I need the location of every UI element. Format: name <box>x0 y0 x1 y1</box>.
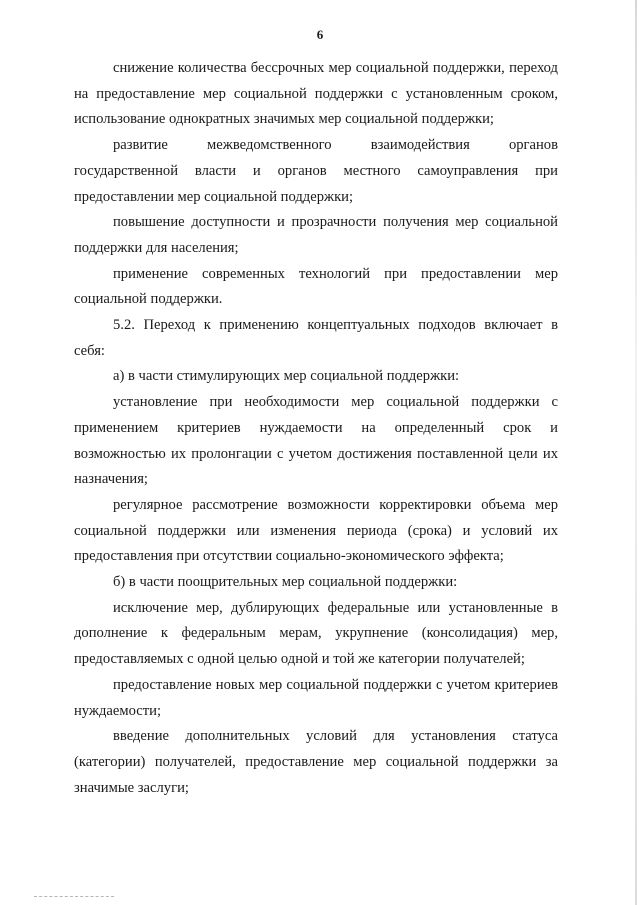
paragraph-5: 5.2. Переход к применению концептуальных подходов включает в себя: <box>74 317 558 359</box>
paragraph-7: установление при необходимости мер социальной поддержки с применением критериев нуждаемости на определенный срок и возможностью их пролонгации с учетом достижения поставленной цели их назначения; <box>74 394 558 488</box>
paragraph-11: предоставление новых мер социальной поддержки с учетом критериев нуждаемости; <box>74 676 558 719</box>
paragraph-3: повышение доступности и прозрачности получения мер социальной поддержки для населения; <box>74 214 558 256</box>
paragraph-1: снижение количества бессрочных мер социальной поддержки, переход на предоставление мер социальной поддержки с установленным сроком, использование однократных значимых мер социальной поддержки; <box>74 60 558 128</box>
footer-rule <box>34 896 114 898</box>
page-number: 6 <box>316 27 324 42</box>
paragraph-2: развитие межведомственного взаимодействия органов государственной власти и органов местного самоуправления при предоставлении мер социальной поддержки; <box>74 137 558 205</box>
paragraph-8: регулярное рассмотрение возможности корректировки объема мер социальной поддержки или изменения периода (срока) и условий их предоставления при отсутствии социально-экономического эффекта; <box>74 496 558 565</box>
scan-edge <box>635 0 637 905</box>
paragraph-6: а) в части стимулирующих мер социальной поддержки: <box>113 368 460 385</box>
paragraph-10: исключение мер, дублирующих федеральные или установленные в дополнение к федеральным мерам, укрупнение (консолидация) мер, предоставляемых с одной целью одной и той же категории получателей; <box>74 599 558 668</box>
document-body <box>74 56 558 801</box>
paragraph-4: применение современных технологий при предоставлении мер социальной поддержки. <box>74 265 558 308</box>
paragraph-12: введение дополнительных условий для установления статуса (категории) получателей, предоставление мер социальной поддержки за значимые заслуги; <box>74 728 558 796</box>
paragraph-9: б) в части поощрительных мер социальной поддержки: <box>113 574 458 591</box>
